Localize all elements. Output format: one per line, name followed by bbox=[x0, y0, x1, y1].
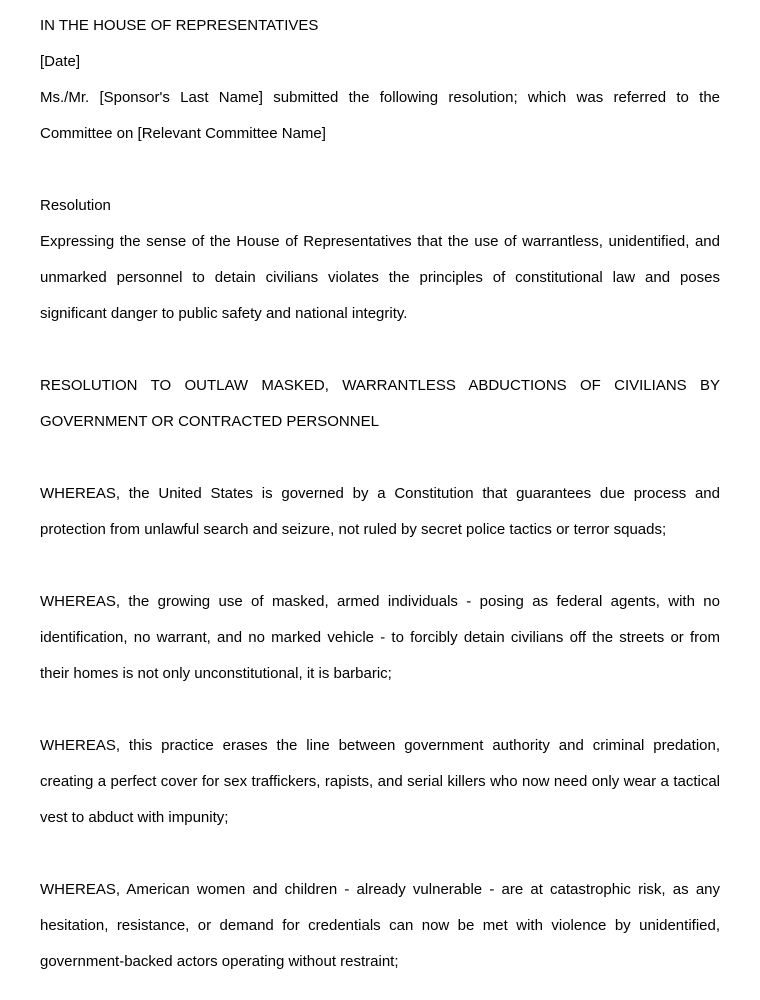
house-header: IN THE HOUSE OF REPRESENTATIVES bbox=[40, 17, 319, 34]
spacer bbox=[40, 332, 720, 368]
spacer bbox=[40, 548, 720, 584]
whereas-clause-4: WHEREAS, American women and children - already vulnerable - are at catastrophic risk, as any hesitation, resistance, or demand for credentials can now be met with violence by unidentified, government-backed actors operating without restraint; bbox=[40, 881, 720, 970]
spacer bbox=[40, 152, 720, 188]
document-page bbox=[40, 0, 720, 1000]
purpose-statement: Expressing the sense of the House of Representatives that the use of warrantless, unidentified, and unmarked personnel to detain civilians violates the principles of constitutional law and poses significant danger to public safety and national integrity. bbox=[40, 233, 720, 322]
resolution-title: RESOLUTION TO OUTLAW MASKED, WARRANTLESS ABDUCTIONS OF CIVILIANS BY GOVERNMENT OR CONTRACTED PERSONNEL bbox=[40, 377, 720, 430]
whereas-clause-3: WHEREAS, this practice erases the line between government authority and criminal predation, creating a perfect cover for sex traffickers, rapists, and serial killers who now need only wear a tactical vest to abduct with impunity; bbox=[40, 737, 720, 826]
whereas-clause-1: WHEREAS, the United States is governed by a Constitution that guarantees due process and protection from unlawful search and seizure, not ruled by secret police tactics or terror squads; bbox=[40, 485, 720, 538]
spacer bbox=[40, 836, 720, 872]
date-placeholder: [Date] bbox=[40, 53, 81, 70]
spacer bbox=[40, 440, 720, 476]
submission-statement: Ms./Mr. [Sponsor's Last Name] submitted the following resolution; which was referred to the Committee on [Relevant Committee Name] bbox=[40, 89, 720, 142]
whereas-clause-2: WHEREAS, the growing use of masked, armed individuals - posing as federal agents, with no identification, no warrant, and no marked vehicle - to forcibly detain civilians off the streets or from their homes is not only unconstitutional, it is barbaric; bbox=[40, 593, 720, 682]
spacer bbox=[40, 692, 720, 728]
top-margin bbox=[40, 0, 720, 8]
resolution-label: Resolution bbox=[40, 197, 111, 214]
